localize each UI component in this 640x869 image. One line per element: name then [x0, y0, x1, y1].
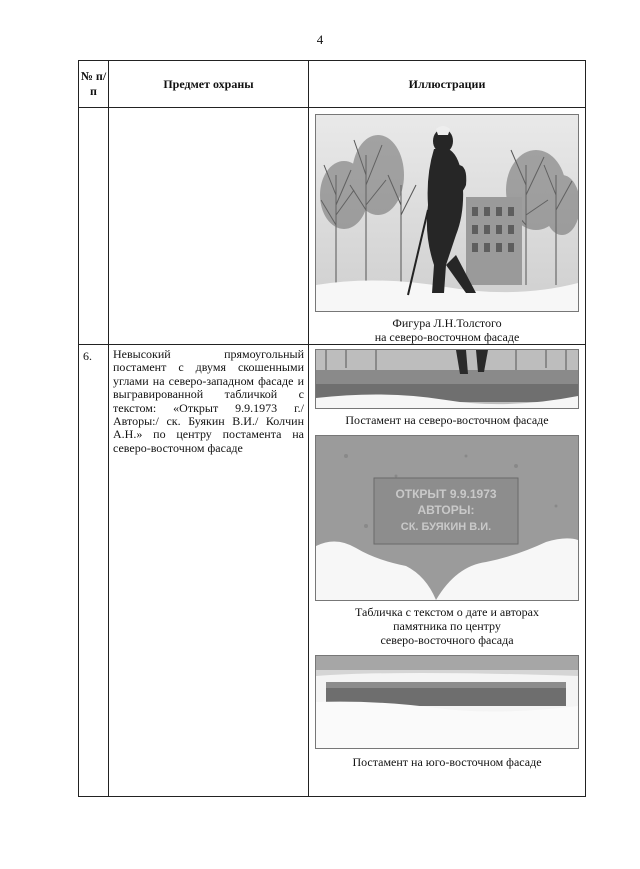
subject-description: Невысокий прямоугольный постамент с двумя скошенными углами на северо-западном фасаде и выгравированной табличкой с текстом: «Открыт 9.9.1973 г./ Авторы:/ ск. Буякин В.И./ Колчин А.Н.» по центру постамента на северо-восточном фасаде: [113, 347, 304, 455]
tolstoy-figure-photo: [315, 114, 579, 312]
table-header-row: [79, 61, 586, 108]
caption-line: Фигура Л.Н.Толстого: [392, 316, 502, 330]
header-number: [79, 61, 109, 108]
photo-caption: [313, 316, 581, 344]
row-subject: [109, 345, 309, 797]
table-row: [79, 108, 586, 345]
photo-caption: [313, 755, 581, 769]
row-subject: [109, 108, 309, 345]
photo-caption: [313, 605, 581, 647]
page-number: 4: [316, 32, 324, 47]
caption-line: на северо-восточном фасаде: [374, 330, 520, 344]
pedestal-ne-photo: [315, 349, 579, 409]
header-illustrations: Иллюстрации: [309, 61, 586, 108]
header-number-label: № п/п: [80, 69, 107, 98]
row-illustrations: [309, 108, 586, 345]
svg-text:АВТОРЫ:: АВТОРЫ:: [417, 503, 475, 517]
caption-line: памятника по центру: [393, 619, 501, 633]
photo-caption: [313, 413, 581, 427]
row-number: [79, 108, 109, 345]
svg-text:ОТКРЫТ 9.9.1973: ОТКРЫТ 9.9.1973: [395, 487, 497, 501]
row-illustrations: [309, 345, 586, 797]
table-row: [79, 345, 586, 797]
protection-table: [78, 60, 586, 797]
row-number: 6.: [79, 345, 109, 797]
plaque-photo: [315, 435, 579, 601]
caption-line: северо-восточного фасада: [380, 633, 514, 647]
header-subject: Предмет охраны: [109, 61, 309, 108]
caption-line: Постамент на юго-восточном фасаде: [352, 755, 542, 769]
pedestal-se-photo: [315, 655, 579, 749]
caption-line: Постамент на северо-восточном фасаде: [345, 413, 549, 427]
svg-text:СК. БУЯКИН В.И.: СК. БУЯКИН В.И.: [400, 521, 492, 533]
caption-line: Табличка с текстом о дате и авторах: [354, 605, 539, 619]
